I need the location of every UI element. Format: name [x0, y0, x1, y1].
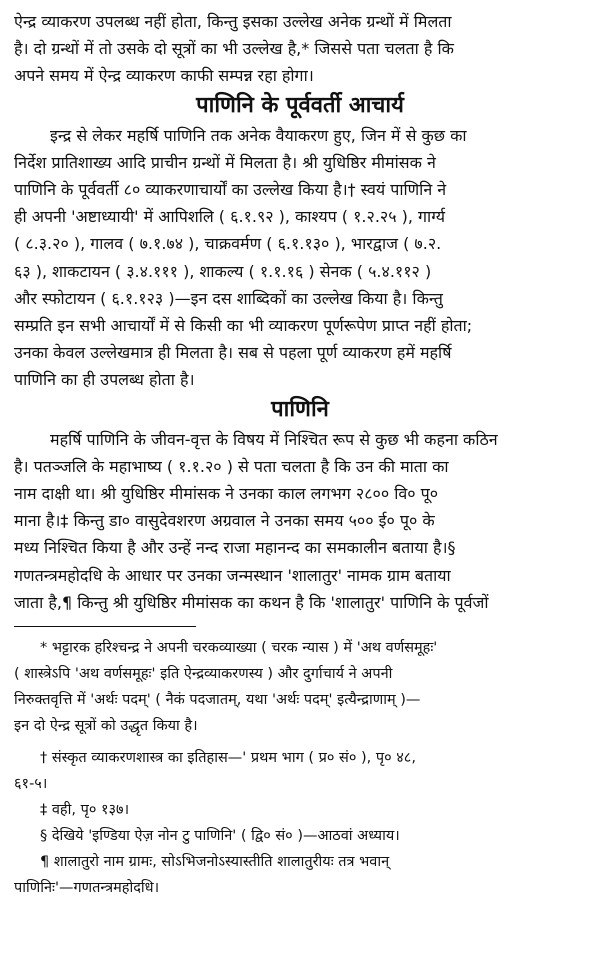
footnote-line: ( शास्त्रेऽपि 'अथ वर्णसमूहः' इति ऐन्द्रव्याकरणस्य ) और दुर्गाचार्य ने अपनी: [14, 666, 393, 683]
section-heading-panini: पाणिनि: [271, 396, 329, 422]
text-line: सम्प्रति इन सभी आचार्यों में से किसी का भी व्याकरण पूर्णरूपेण प्राप्त नहीं होता;: [14, 316, 473, 336]
text-line: है। दो ग्रन्थों में तो उसके दो सूत्रों का भी उल्लेख है,* जिससे पता चलता है कि: [14, 39, 454, 59]
text-line: ही अपनी 'अष्टाध्यायी' में आपिशलि ( ६.१.९२ ), काश्यप ( १.२.२५ ), गार्ग्य: [14, 207, 445, 227]
text-line: और स्फोटायन ( ६.१.१२३ )—इन दस शाब्दिकों का उल्लेख किया है। किन्तु: [14, 288, 443, 308]
footnote-line: पाणिनिः'—गणतन्त्रमहोदधि।: [14, 880, 160, 897]
text-line: महर्षि पाणिनि के जीवन-वृत्त के विषय में निश्चित रूप से कुछ भी कहना कठिन: [50, 429, 498, 449]
section-heading-predecessors: पाणिनि के पूर्ववर्ती आचार्य: [196, 92, 404, 118]
text-line: जाता है,¶ किन्तु श्री युधिष्ठिर मीमांसक का कथन है कि 'शालातुर' पाणिनि के पूर्वजों: [14, 592, 489, 612]
footnote-3: [14, 797, 586, 823]
text-line: माना है।‡ किन्तु डा० वासुदेवशरण अग्रवाल ने उनका समय ५०० ई० पू० के: [14, 511, 435, 531]
text-line: नाम दाक्षी था। श्री युधिष्ठिर मीमांसक ने उनका काल लगभग २८०० वि० पू०: [14, 484, 439, 504]
footnote-line: § देखिये 'इण्डिया ऐज़ नोन टु पाणिनि' ( द्वि० सं० )—आठवां अध्याय।: [40, 828, 400, 845]
footnote-1: [14, 635, 586, 739]
text-line: उनका केवल उल्लेखमात्र ही मिलता है। सब से पहला पूर्ण व्याकरण हमें महर्षि: [14, 343, 452, 363]
footnote-line: * भट्टारक हरिश्चन्द्र ने अपनी चरकव्याख्या ( चरक न्यास ) में 'अथ वर्णसमूहः': [40, 640, 438, 657]
text-line: पाणिनि के पूर्ववर्ती ८० व्याकरणाचार्यों का उल्लेख किया है।† स्वयं पाणिनि ने: [14, 180, 447, 200]
footnote-line: ‡ वही, पृ० १३७।: [40, 802, 130, 819]
text-line: है। पतञ्जलि के महाभाष्य ( १.१.२० ) से पता चलता है कि उन की माता का: [14, 456, 449, 476]
text-line: ६३ ), शाकटायन ( ३.४.१११ ), शाकल्य ( १.१.१६ ) सेनक ( ५.४.११२ ): [14, 261, 432, 281]
footnote-5: [14, 849, 586, 901]
footnote-2: [14, 745, 586, 797]
text-line: अपने समय में ऐन्द्र व्याकरण काफी सम्पन्न रहा होगा।: [14, 66, 314, 86]
footnote-line: ¶ शालातुरो नाम ग्रामः, सोऽभिजनोऽस्यास्तीति शालातुरीयः तत्र भवान्: [40, 854, 390, 871]
text-line: पाणिनि का ही उपलब्ध होता है।: [14, 370, 195, 390]
text-line: ( ८.३.२० ), गालव ( ७.१.७४ ), चाक्रवर्मण ( ६.१.१३० ), भारद्वाज ( ७.२.: [14, 234, 442, 254]
text-line: निर्देश प्रातिशाख्य आदि प्राचीन ग्रन्थों में मिलता है। श्री युधिष्ठिर मीमांसक ने: [14, 152, 436, 172]
footnote-4: [14, 823, 586, 849]
text-line: मध्य निश्चित किया है और उन्हें नन्द राजा महानन्द का समकालीन बताया है।§: [14, 538, 456, 558]
text-line: इन्द्र से लेकर महर्षि पाणिनि तक अनेक वैयाकरण हुए, जिन में से कुछ का: [50, 125, 467, 145]
text-line: ऐन्द्र व्याकरण उपलब्ध नहीं होता, किन्तु इसका उल्लेख अनेक ग्रन्थों में मिलता: [14, 12, 452, 31]
footnote-divider: [14, 626, 196, 627]
footnote-line: † संस्कृत व्याकरणशास्त्र का इतिहास—' प्रथम भाग ( प्र० सं० ), पृ० ४८,: [40, 750, 416, 767]
footnote-line: इन दो ऐन्द्र सूत्रों को उद्धृत किया है।: [14, 718, 198, 735]
intro-paragraph: [14, 8, 586, 90]
predecessors-paragraph: [14, 122, 586, 394]
footnote-line: ६१-५।: [14, 776, 48, 793]
panini-paragraph: [14, 426, 586, 616]
footnote-line: निरुक्तवृत्ति में 'अर्थः पदम्' ( नैकं पदजातम्, यथा 'अर्थः पदम्' इत्यैन्द्राणाम् )—: [14, 692, 421, 709]
text-line: गणतन्त्रमहोदधि के आधार पर उनका जन्मस्थान 'शालातुर' नामक ग्राम बताया: [14, 565, 451, 585]
